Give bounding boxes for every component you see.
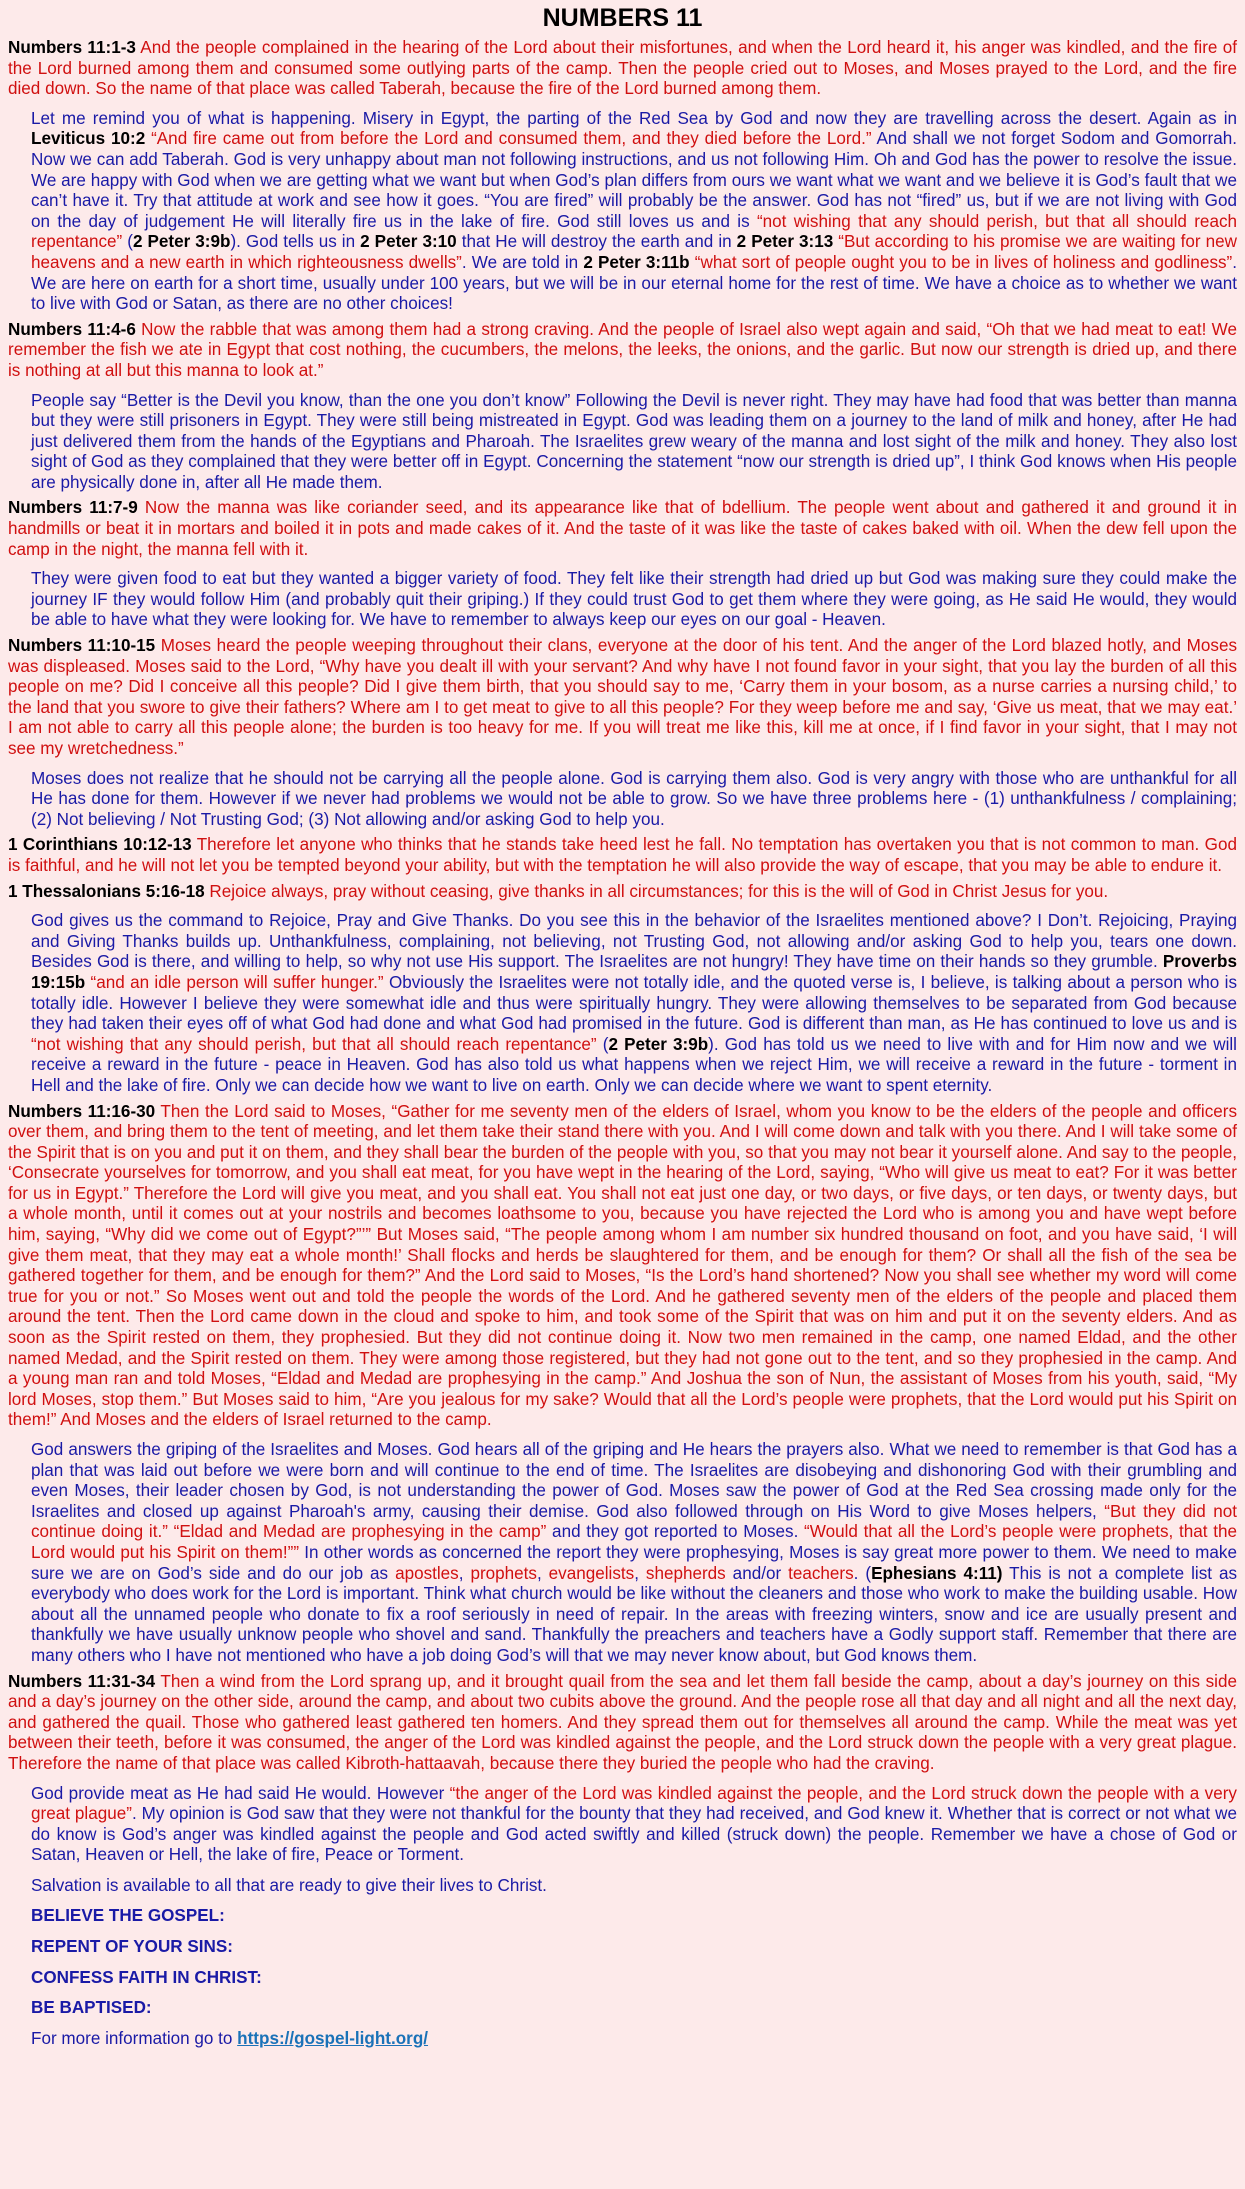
ministry-role: shepherds [645,1563,726,1583]
step-repent: REPENT OF YOUR SINS: [31,1937,233,1957]
scripture-reference: Numbers 11:16-30 [8,1101,156,1121]
commentary-paragraph [31,109,1237,315]
scripture-passage [8,498,1237,560]
scripture-quote: “not wishing that any should perish, but that all should reach repentance” [31,1034,597,1054]
scripture-reference: Leviticus 10:2 [31,129,146,149]
commentary-paragraph [31,769,1237,831]
scripture-reference: 2 Peter 3:13 [736,232,834,252]
scripture-reference: 2 Peter 3:11b [583,252,690,272]
scripture-text: And the people complained in the hearing of the Lord about their misfortunes, and when the Lord heard it, his anger was kindled, and the fire of the Lord burned among them and consumed some outlying parts of the camp. Then the people cried out to Moses, and Moses prayed to the Lord, and the fire died down. So the name of that place was called Taberah, because the fire of the Lord burned among them. [8,38,1237,99]
scripture-reference: 2 Peter 3:9b [608,1034,709,1054]
commentary-text: that He will destroy the earth and in [456,232,737,252]
ministry-role: apostles [395,1563,459,1583]
scripture-reference: 2 Peter 3:10 [360,232,457,252]
commentary-text: People say “Better is the Devil you know, than the one you don’t know” Following the Devil is never right. They may have had food that was better than manna but they were still prisoners in Egypt. They were still being mistreated in Egypt. God was leading them on a journey to the land of milk and honey, after He had just delivered them from the hands of the Egyptians and Pharoah. The Israelites grew weary of the manna and lost sight of the milk and honey. They also lost sight of God as they complained that they were better off in Egypt. Concerning the statement “now our strength is dried up”, I think God knows when His people are physically done in, after all He made them. [31,390,1237,492]
more-info-text: For more information go to [31,2028,238,2048]
scripture-text: Then a wind from the Lord sprang up, and it brought quail from the sea and let them fall beside the camp, about a day’s journey on this side and a day’s journey on the other side, around the camp, and about two cubits above the ground. And the people rose all that day and all night and all the next day, and gathered the quail. Those who gathered least gathered ten homers. And they spread them out for themselves all around the camp. While the meat was yet between their teeth, before it was consumed, the anger of the Lord was kindled against the people, and the Lord struck down the people with a very great plague. Therefore the name of that place was called Kibroth-hattaavah, because there they buried the people who had the craving. [8,1671,1237,1773]
separator-text: . ( [853,1563,872,1583]
scripture-passage [8,1672,1237,1775]
scripture-reference: Numbers 11:10-15 [8,636,156,656]
scripture-passage [8,1102,1237,1432]
commentary-text: ( [122,232,133,252]
scripture-passage [8,320,1237,382]
commentary-text: They were given food to eat but they wanted a bigger variety of food. They felt like their strength had dried up but God was making sure they could make the journey IF they would follow Him (and probably quit their griping.) If they could trust God to get them where they were going, as He said He would, they would be able to have what they were looking for. We have to remember to always keep our eyes on our goal - Heaven. [31,569,1237,630]
scripture-quote: “the anger of the Lord was kindled against the people, and the Lord struck down the people with a very great plague” [31,1783,1237,1824]
step-confess: CONFESS FAITH IN CHRIST: [31,1967,262,1987]
scripture-text: Then the Lord said to Moses, “Gather for me seventy men of the elders of Israel, whom you know to be the elders of the people and officers over them, and bring them to the tent of meeting, and let them take their stand there with you. And I will come down and talk with you there. And I will take some of the Spirit that is on you and put it on them, and they shall bear the burden of the people with you, so that you may not bear it yourself alone. And say to the people, ‘Consecrate yourselves for tomorrow, and you shall eat meat, for you have wept in the hearing of the Lord, saying, “Who will give us meat to eat? For it was better for us in Egypt.” Therefore the Lord will give you meat, and you shall eat. You shall not eat just one day, or two days, or five days, or ten days, or twenty days, but a whole month, until it comes out at your nostrils and becomes loathsome to you, because you have rejected the Lord who is among you and have wept before him, saying, “Why did we come out of Egypt?”’” But Moses said, “The people among whom I am number six hundred thousand on foot, and you have said, ‘I will give them meat, that they may eat a whole month!’ Shall flocks and herds be slaughtered for them, and be enough for them? Or shall all the fish of the sea be gathered together for them, and be enough for them?” And the Lord said to Moses, “Is the Lord’s hand shortened? Now you shall see whether my word will come true for you or not.” So Moses went out and told the people the words of the Lord. And he gathered seventy men of the elders of the people and placed them around the tent. Then the Lord came down in the cloud and spoke to him, and took some of the Spirit that was on him and put it on the seventy elders. And as soon as the Spirit rested on them, they prophesied. But they did not continue doing it. Now two men remained in the camp, one named Eldad, and the other named Medad, and the Spirit rested on them. They were among those registered, but they had not gone out to the tent, and so they prophesied in the camp. And a young man ran and told Moses, “Eldad and Medad are prophesying in the camp.” And Joshua the son of Nun, the assistant of Moses from his youth, said, “My lord Moses, stop them.” But Moses said to him, “Are you jealous for my sake? Would that all the Lord’s people were prophets, that the Lord would put his Spirit on them!” And Moses and the elders of Israel returned to the camp. [8,1101,1238,1430]
commentary-text: ). God tells us in [230,232,361,252]
gospel-light-link[interactable]: https://gospel-light.org/ [237,2028,429,2048]
commentary-paragraph [31,911,1237,1096]
scripture-passage [8,882,1237,903]
scripture-quote: “But according to his promise we are waiting for new heavens and a new earth in which righteousness dwells” [31,232,1237,272]
commentary-paragraph [31,1784,1237,1866]
scripture-quote: “Would that all the Lord’s people were prophets, that the Lord would put his Spirit on them!”” [31,1522,1237,1562]
scripture-reference: 1 Corinthians 10:12-13 [8,835,192,855]
scripture-reference: Proverbs 19:15b [31,952,1237,992]
scripture-quote: “And fire came out from before the Lord and consumed them, and they died before the Lord.” [145,129,872,149]
salvation-statement: Salvation is available to all that are ready to give their lives to Christ. [31,1875,547,1895]
scripture-text: Now the manna was like coriander seed, and its appearance like that of bdellium. The people went about and gathered it and ground it in handmills or beat it in mortars and boiled it in pots and made cakes of it. And the taste of it was like the taste of cakes baked with oil. When the dew fell upon the camp in the night, the manna fell with it. [8,498,1237,559]
scripture-quote: “not wishing that any should perish, but that all should reach repentance” [31,211,1238,252]
separator-text: , [536,1563,549,1583]
scripture-text: Rejoice always, pray without ceasing, give thanks in all circumstances; for this is the will of God in Christ Jesus for you. [204,881,1109,901]
commentary-text: ( [596,1034,609,1054]
scripture-quote: “But they did not continue doing it.” “Eldad and Medad are prophesying in the camp” [31,1501,1237,1542]
separator-text: , [458,1563,471,1583]
commentary-text: Obviously the Israelites were not totally idle, and the quoted verse is, I believe, is talking about a person who is totally idle. However I believe they were somewhat idle and thus were spiritually hungry. They were allowing themselves to be separated from God because they had taken their eyes off of what God had done and what God had promised in the future. God is different than man, as He has continued to love us and is [31,972,1237,1034]
ministry-role: evangelists [548,1563,635,1583]
commentary-text: In other words as concerned the report they were prophesying, Moses is say great more power to them. We need to make sure we are on God’s side and do our job as [31,1542,1237,1583]
step-baptise: BE BAPTISED: [31,1998,152,2018]
separator-text: and/or [725,1563,789,1583]
commentary-text: . We are told in [461,252,584,272]
commentary-paragraph [31,391,1237,494]
commentary-text: and they got reported to Moses. [546,1522,805,1542]
document-page [8,0,1237,2049]
scripture-passage [8,835,1237,876]
commentary-text: God provide meat as He had said He would. However [31,1783,450,1803]
scripture-passage [8,38,1237,100]
scripture-reference: Numbers 11:1-3 [8,38,136,57]
scripture-reference: Numbers 11:4-6 [8,319,136,339]
more-info-line [31,2029,1237,2050]
scripture-passage [8,636,1237,760]
commentary-text: Moses does not realize that he should not be carrying all the people alone. God is carrying them also. God is very angry with those who are unthankful for all He has done for them. However if we never had problems we would not be able to grow. So we have three problems here - (1) unthankfulness / complaining; (2) Not believing / Not Trusting God; (3) Not allowing and/or asking God to help you. [31,768,1237,829]
commentary-text: . We are here on earth for a short time, usually under 100 years, but we will be in our eternal home for the rest of time. We have a choice as to whether we want to live with God or Satan, as there are no other choices! [31,252,1237,314]
scripture-reference: Ephesians 4:11) [871,1563,1003,1583]
scripture-reference: Numbers 11:31-34 [8,1671,156,1691]
scripture-reference: 1 Thessalonians 5:16-18 [8,881,205,901]
ministry-role: teachers [788,1563,854,1583]
step-believe: BELIEVE THE GOSPEL: [31,1906,225,1926]
scripture-text: Now the rabble that was among them had a strong craving. And the people of Israel also wept again and said, “Oh that we had meat to eat! We remember the fish we ate in Egypt that cost nothing, the cucumbers, the melons, the leeks, the onions, and the garlic. But now our strength is dried up, and there is nothing at all but this manna to look at.” [8,319,1237,380]
scripture-quote: “what sort of people ought you to be in lives of holiness and godliness” [689,252,1233,272]
page-title: NUMBERS 11 [542,4,703,32]
scripture-reference: 2 Peter 3:9b [132,232,231,252]
separator-text: , [634,1563,646,1583]
commentary-text: God gives us the command to Rejoice, Pray and Give Thanks. Do you see this in the behavior of the Israelites mentioned above? I Don’t. Rejoicing, Praying and Giving Thanks builds up. Unthankfulness, complaining, not believing, not Trusting God, not allowing and/or asking God to help you, tears one down. Besides God is there, and willing to help, so why not use His support. The Israelites are not hungry! They have time on their hands so they grumble. [31,911,1237,972]
commentary-text: God answers the griping of the Israelites and Moses. God hears all of the griping and He hears the prayers also. What we need to remember is that God has a plan that was laid out before we were born and will continue to the end of time. The Israelites are disobeying and dishonoring God with their grumbling and even Moses, their leader chosen by God, is not understanding the power of God. Moses saw the power of God at the Red Sea crossing made only for the Israelites and closed up against Pharoah's army, causing their demise. God also followed through on His Word to give Moses helpers, [31,1440,1237,1521]
commentary-text: Let me remind you of what is happening. Misery in Egypt, the parting of the Red Sea by God and now they are travelling across the desert. Again as in [31,108,1237,128]
commentary-text: And shall we not forget Sodom and Gomorrah. Now we can add Taberah. God is very unhappy about man not following instructions, and us not following Him. Oh and God has the power to resolve the issue. We are happy with God when we are getting what we want but when God’s plan differs from ours we want what we want and we believe it is God’s fault that we can’t have it. Try that attitude at work and see how it goes. “You are fired” will probably be the answer. God has not “fired” us, but if we are not living with God on the day of judgement He will literally fire us in the lake of fire. God still loves us and is [31,129,1237,231]
commentary-text: . My opinion is God saw that they were not thankful for the bounty that they had received, and God knew it. Whether that is correct or not what we do know is God’s anger was kindled against the people and God acted swiftly and killed (struck down) the people. Remember we have a chose of God or Satan, Heaven or Hell, the lake of fire, Peace or Torment. [31,1804,1237,1865]
commentary-text: ). God has told us we need to live with and for Him now and we will receive a reward in the future - peace in Heaven. God has also told us what happens when we reject Him, we will receive a reward in the future - torment in Hell and the lake of fire. Only we can decide how we want to live on earth. Only we can decide where we want to spent eternity. [31,1034,1237,1095]
commentary-paragraph [31,1440,1237,1667]
commentary-text: This is not a complete list as everybody who does work for the Lord is important. Think what church would be like without the cleaners and those who work to make the building usable. How about all the unnamed people who donate to fix a roof seriously in need of repair. In the areas with freezing winters, snow and ice are usually present and thankfully we have usually unknow people who shovel and sand. Thankfully the preachers and teachers have a Godly support staff. Remember that there are many others who I have not mentioned who have a job doing God’s will that we may never know about, but God knows them. [31,1563,1238,1665]
scripture-reference: Numbers 11:7-9 [8,498,138,518]
scripture-text: Therefore let anyone who thinks that he stands take heed lest he fall. No temptation has overtaken you that is not common to man. God is faithful, and he will not let you be tempted beyond your ability, but with the temptation he will also provide the way of escape, that you may be able to endure it. [8,835,1237,875]
ministry-role: prophets [470,1563,537,1583]
scripture-text: Moses heard the people weeping throughout their clans, everyone at the door of his tent. And the anger of the Lord blazed hotly, and Moses was displeased. Moses said to the Lord, “Why have you dealt ill with your servant? And why have I not found favor in your sight, that you lay the burden of all this people on me? Did I conceive all this people? Did I give them birth, that you should say to me, ‘Carry them in your bosom, as a nurse carries a nursing child,’ to the land that you swore to give their fathers? Where am I to get meat to give to all this people? For they weep before me and say, ‘Give us meat, that we may eat.’ I am not able to carry all this people alone; the burden is too heavy for me. If you will treat me like this, kill me at once, if I find favor in your sight, that I may not see my wretchedness.” [8,636,1237,758]
scripture-quote: “and an idle person will suffer hunger.” [85,972,384,992]
commentary-paragraph [31,569,1237,631]
